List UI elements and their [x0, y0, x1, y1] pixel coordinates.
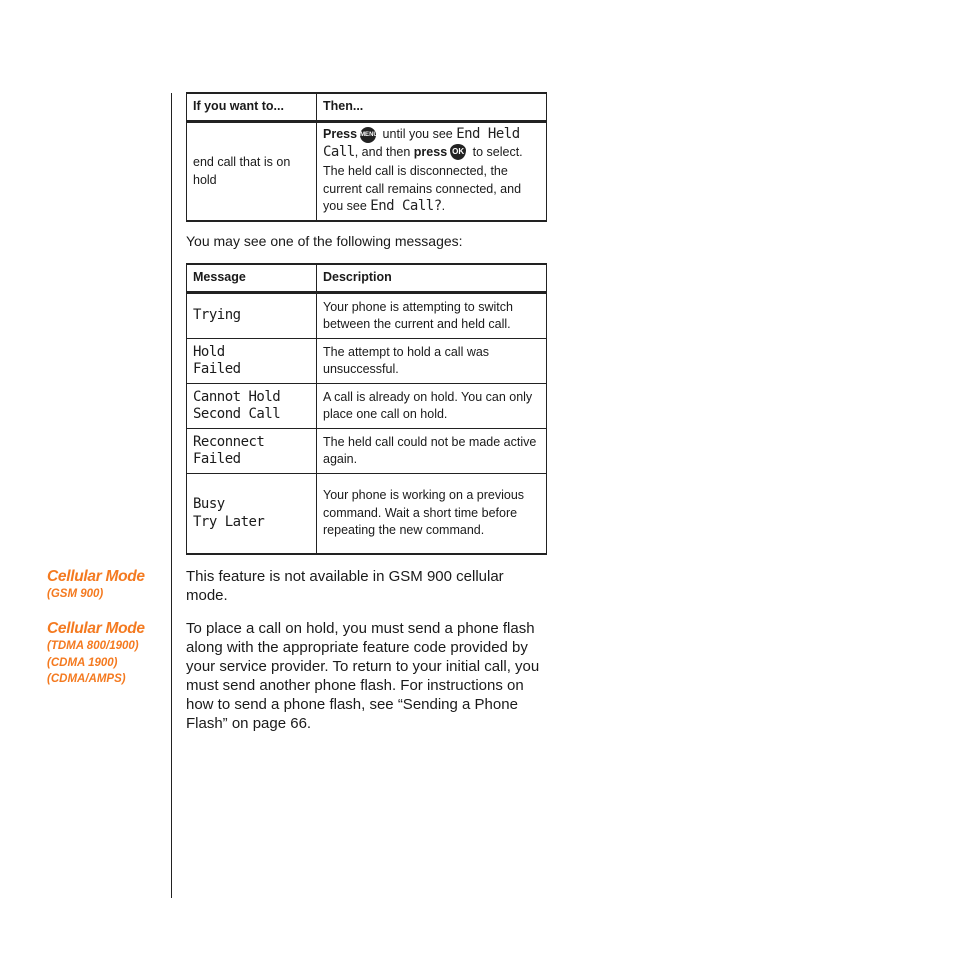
table-row: [187, 384, 547, 429]
margin-rule: [171, 93, 172, 898]
mode-subheading: (GSM 900): [47, 588, 104, 600]
description-cell: A call is already on hold. You can only place one call on hold.: [317, 384, 547, 429]
mode-subheading: (CDMA 1900): [47, 656, 118, 669]
message-cell: [187, 384, 317, 429]
description-cell: The held call could not be made active again.: [317, 429, 547, 474]
menu-key-icon: MENU: [360, 127, 376, 143]
instruction-cell: [317, 122, 547, 222]
hold-actions-table: [186, 92, 547, 222]
gsm-paragraph: This feature is not available in GSM 900 cellular mode.: [186, 568, 504, 604]
instruction-text: to select.: [469, 144, 523, 159]
tdma-paragraph: To place a call on hold, you must send a phone flash along with the appropriate feature code provided by your service provider. To return to your initial call, you must send another phone flash. For instructions on how to send a phone flash, see “Sending a Phone Flash” on page 66.: [186, 620, 540, 732]
result-text: The held call is disconnected, the current call remains connected, and you see: [323, 164, 522, 214]
ok-key-icon: OK: [450, 144, 466, 160]
message-line: Second Call: [193, 406, 281, 422]
messages-intro: You may see one of the following messages:: [186, 233, 463, 249]
instruction-text: until you see: [379, 127, 457, 142]
display-text-end-held-call: End Held Call: [323, 126, 520, 160]
mode-heading: Cellular Mode: [47, 620, 145, 637]
message-line: Failed: [193, 361, 241, 377]
mode-heading: Cellular Mode: [47, 568, 145, 585]
message-line: Busy: [193, 496, 225, 512]
column-header-action: If you want to...: [187, 93, 317, 122]
description-cell: Your phone is attempting to switch between the current and held call.: [317, 293, 547, 339]
action-cell: end call that is on hold: [187, 122, 317, 222]
cellular-mode-tdma-heading: [47, 619, 145, 688]
message-line: Cannot Hold: [193, 388, 281, 405]
message-line: Try Later: [193, 513, 265, 530]
press-label: press: [413, 144, 448, 159]
message-line: Reconnect: [193, 433, 265, 450]
table-row: [187, 293, 547, 339]
message-line: Hold: [193, 343, 225, 360]
mode-subheading: (TDMA 800/1900): [47, 640, 139, 652]
result-text: .: [441, 199, 446, 214]
description-cell: The attempt to hold a call was unsuccessful.: [317, 339, 547, 384]
table-row: [187, 339, 547, 384]
cellular-mode-gsm-heading: [47, 567, 145, 603]
table-row: [187, 474, 547, 555]
messages-table: [186, 263, 547, 555]
table-row: [187, 122, 547, 222]
instruction-text: , and then: [354, 144, 414, 159]
message-line: Failed: [193, 451, 241, 467]
mode-subheading: (CDMA/AMPS): [47, 673, 126, 685]
table-row: [187, 429, 547, 474]
message-cell: [187, 429, 317, 474]
column-header-message: Message: [187, 264, 317, 293]
message-line: Trying: [193, 307, 241, 324]
column-header-then: Then...: [317, 93, 547, 122]
message-cell: [187, 293, 317, 339]
display-text-end-call: End Call?: [370, 198, 442, 215]
press-label: Press: [323, 127, 358, 142]
message-cell: [187, 339, 317, 384]
message-cell: [187, 474, 317, 555]
description-cell: Your phone is working on a previous command. Wait a short time before repeating the new command.: [317, 474, 547, 555]
column-header-description: Description: [317, 264, 547, 293]
